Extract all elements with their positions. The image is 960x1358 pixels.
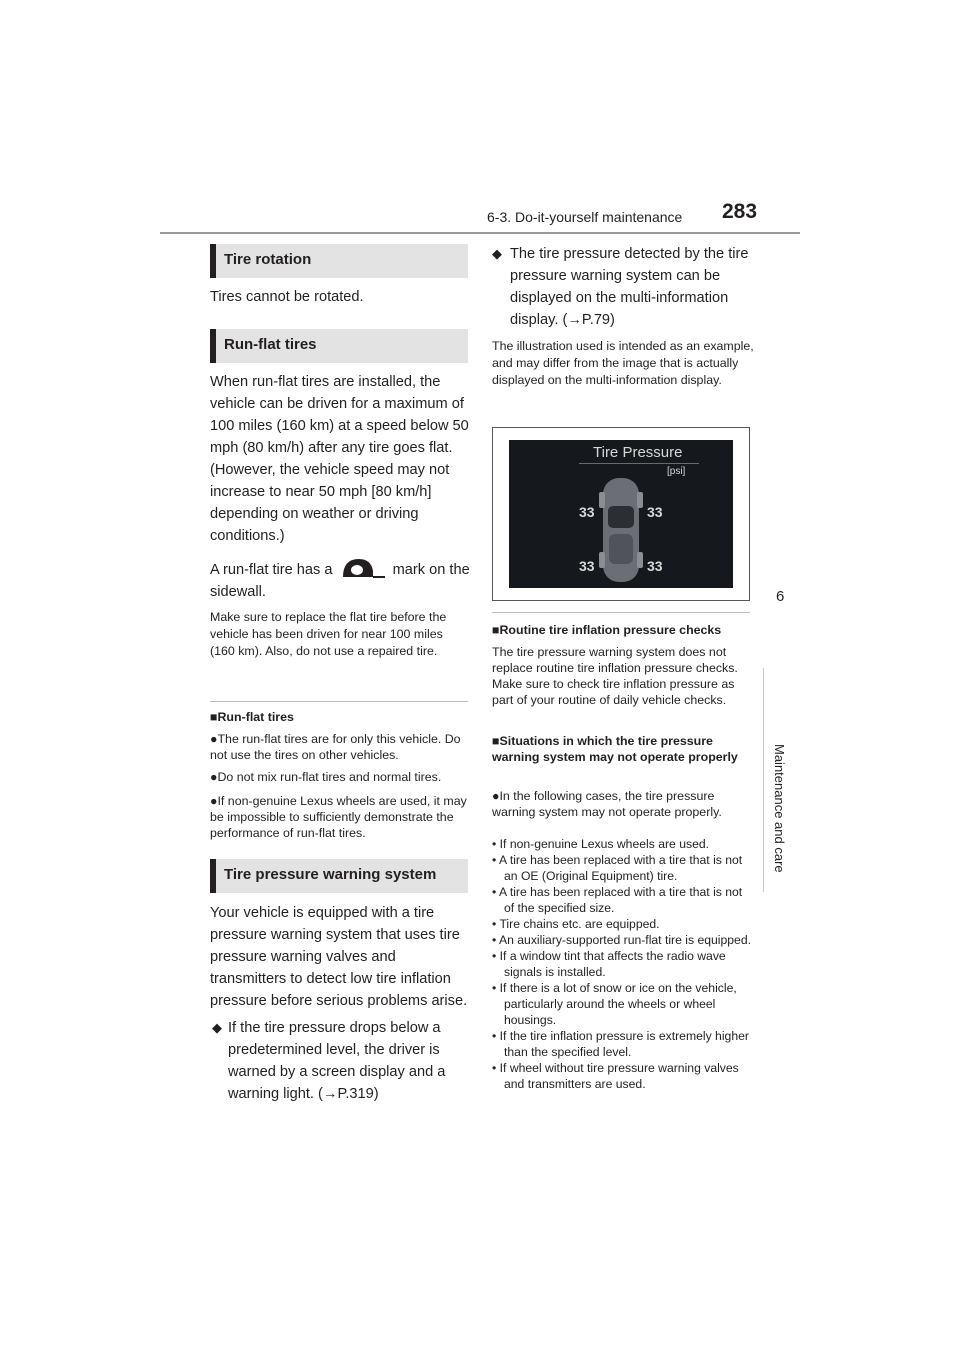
routine-heading: ■Routine tire inflation pressure checks bbox=[492, 623, 722, 637]
header-rule bbox=[160, 232, 800, 234]
display-unit: [psi] bbox=[667, 466, 686, 477]
situations-heading: ■Situations in which the tire pressure warning system may not operate properly bbox=[492, 734, 738, 764]
list-item: • If the tire inflation pressure is extremely higher than the specified level. bbox=[492, 1029, 749, 1059]
bullet-icon: ● bbox=[210, 732, 218, 746]
tpws-bullet: If the tire pressure drops below a predetermined level, the driver is warned by a screen display and a warning light. (→P.319) bbox=[228, 1020, 446, 1102]
list-item: • A tire has been replaced with a tire that is not of the specified size. bbox=[492, 885, 743, 915]
tire-pressure-rear-right: 33 bbox=[647, 558, 663, 574]
list-item: ●If non-genuine Lexus wheels are used, it may be impossible to sufficiently demonstrate the performance of run-flat tires. bbox=[210, 794, 467, 840]
running-head: 6-3. Do-it-yourself maintenance bbox=[487, 209, 683, 225]
display-screen bbox=[509, 440, 733, 588]
list-item: • A tire has been replaced with a tire that is not an OE (Original Equipment) tire. bbox=[492, 853, 743, 883]
run-flat-notes-heading: ■Run-flat tires bbox=[210, 710, 294, 724]
bullet-icon: ● bbox=[210, 770, 218, 784]
situations-list bbox=[492, 836, 754, 1092]
chapter-number: 6 bbox=[776, 588, 785, 605]
tire-pressure-front-right: 33 bbox=[647, 504, 663, 520]
list-item: ●The run-flat tires are for only this vehicle. Do not use the tires on other vehicles. bbox=[210, 732, 461, 762]
divider bbox=[492, 612, 750, 613]
bullet-icon: ● bbox=[492, 789, 500, 803]
section-heading-tpws: Tire pressure warning system bbox=[210, 859, 468, 893]
list-item: • If a window tint that affects the radio wave signals is installed. bbox=[492, 949, 726, 979]
run-flat-paragraph: When run-flat tires are installed, the vehicle can be driven for a maximum of 100 miles (160 km) at a speed below 50 mph (80 km/h) after any tire goes flat. (However, the vehicle speed may not increase to near 50 mph [80 km/h] depending on weather or driving conditions.) bbox=[210, 374, 469, 544]
situations-intro: ●In the following cases, the tire pressure warning system may not operate properly. bbox=[492, 789, 722, 819]
section-heading-tire-rotation: Tire rotation bbox=[210, 244, 468, 278]
display-title: Tire Pressure bbox=[593, 444, 683, 461]
routine-text: The tire pressure warning system does not replace routine tire inflation pressure checks. Make sure to check tire inflation pressure as part of your routine of daily vehicle checks. bbox=[492, 645, 738, 707]
list-item: • Tire chains etc. are equipped. bbox=[492, 917, 660, 931]
display-bullet: The tire pressure detected by the tire pressure warning system can be displayed on the multi-information display. (→P.79) bbox=[510, 246, 749, 328]
list-item: • If there is a lot of snow or ice on the vehicle, particularly around the wheels or wheel housings. bbox=[492, 981, 737, 1027]
diamond-bullet-icon: ◆ bbox=[212, 1020, 222, 1035]
divider bbox=[210, 701, 468, 702]
chapter-label: Maintenance and care bbox=[772, 744, 787, 873]
list-item: • If non-genuine Lexus wheels are used. bbox=[492, 837, 710, 851]
section-heading-run-flat: Run-flat tires bbox=[210, 329, 468, 363]
list-item: ●Do not mix run-flat tires and normal tires. bbox=[210, 770, 442, 784]
page-number: 283 bbox=[722, 200, 758, 223]
display-title-rule bbox=[579, 463, 699, 464]
tire-pressure-front-left: 33 bbox=[579, 504, 595, 520]
tpws-paragraph: Your vehicle is equipped with a tire pressure warning system that uses tire pressure warning valves and transmitters to detect low tire inflation pressure before serious problems arise. bbox=[210, 905, 468, 1009]
tire-pressure-illustration bbox=[492, 427, 750, 601]
run-flat-mark-sentence: A run-flat tire has a mark on the sidewall. bbox=[210, 557, 472, 603]
tire-rotation-text: Tires cannot be rotated. bbox=[210, 289, 364, 305]
list-item: • An auxiliary-supported run-flat tire is equipped. bbox=[492, 933, 751, 947]
bullet-icon: ● bbox=[210, 794, 218, 808]
illustration-caption: The illustration used is intended as an example, and may differ from the image that is actually displayed on the multi-information display. bbox=[492, 339, 754, 387]
tire-pressure-rear-left: 33 bbox=[579, 558, 595, 574]
run-flat-note: Make sure to replace the flat tire before the vehicle has been driven for near 100 miles (160 km). Also, do not use a repaired tire. bbox=[210, 610, 447, 658]
run-flat-mark-icon bbox=[339, 557, 387, 579]
diamond-bullet-icon: ◆ bbox=[492, 246, 502, 261]
car-top-view-icon bbox=[599, 476, 643, 584]
list-item: • If wheel without tire pressure warning valves and transmitters are used. bbox=[492, 1061, 739, 1091]
